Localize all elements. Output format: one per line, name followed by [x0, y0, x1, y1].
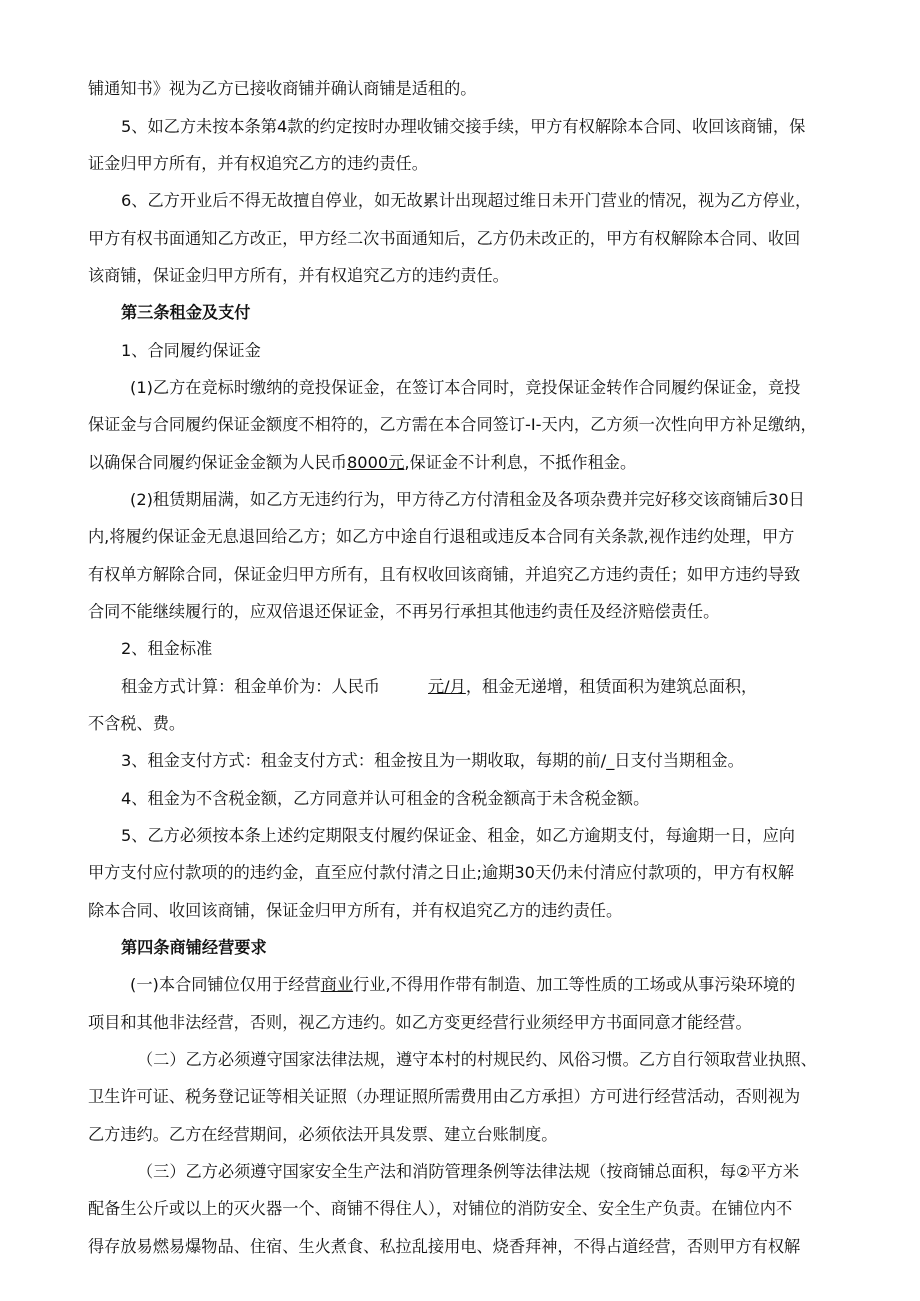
- section-heading: 第三条租金及支付: [121, 303, 251, 322]
- text-line: 内,将履约保证金无息退回给乙方；如乙方中途自行退租或违反本合同有关条款,视作违约处理，甲方: [88, 527, 795, 546]
- subsection-heading: 2、租金标准: [121, 639, 213, 658]
- text-segment: ，租金无递增，租赁面积为建筑总面积，: [465, 677, 758, 696]
- text-line: 有权单方解除合同，保证金归甲方所有，且有权收回该商铺，并追究乙方违约责任；如甲方违约导致: [88, 565, 801, 584]
- text-line: [88, 452, 636, 474]
- text-line: (2)租赁期届满，如乙方无违约行为，甲方待乙方付清租金及各项杂费并完好移交该商铺后30日: [130, 490, 805, 509]
- text-line: 得存放易燃易爆物品、住宿、生火煮食、私拉乱接用电、烧香拜神，不得占道经营，否则甲方有权解: [88, 1237, 801, 1256]
- text-line: 3、租金支付方式：租金支付方式：租金按且为一期收取，每期的前/_日支付当期租金。: [121, 751, 744, 770]
- text-line: 4、租金为不含税金额，乙方同意并认可租金的含税金额高于未含税金额。: [121, 789, 650, 808]
- text-line: 该商铺，保证金归甲方所有，并有权追究乙方的违约责任。: [88, 266, 509, 285]
- subsection-heading: 1、合同履约保证金: [121, 341, 261, 360]
- text-line: 项目和其他非法经营，否则，视乙方违约。如乙方变更经营行业须经甲方书面同意才能经营。: [88, 1013, 752, 1032]
- text-line: 配备生公斤或以上的灭火器一个、商铺不得住人），对铺位的消防安全、安全生产负责。在铺位内不: [88, 1199, 793, 1218]
- section-heading: 第四条商铺经营要求: [121, 938, 267, 957]
- text-line: 乙方违约。乙方在经营期间，必须依法开具发票、建立台账制度。: [88, 1125, 558, 1144]
- text-line: 合同不能继续履行的，应双倍退还保证金，不再另行承担其他违约责任及经济赔偿责任。: [88, 602, 720, 621]
- text-line: 保证金与合同履约保证金额度不相符的，乙方需在本合同签订-I-天内，乙方须一次性向甲方补足缴纳，: [88, 415, 817, 434]
- text-line: 卫生许可证、税务登记证等相关证照（办理证照所需费用由乙方承担）方可进行经营活动，否则视为: [88, 1087, 801, 1106]
- text-line: [130, 974, 795, 996]
- text-line: 6、乙方开业后不得无故擅自停业，如无故累计出现超过维日未开门营业的情况，视为乙方停业，: [121, 191, 812, 210]
- text-line: 5、如乙方未按本条第4款的约定按时办理收铺交接手续，甲方有权解除本合同、收回该商铺，保: [121, 117, 806, 136]
- business-type: 商业: [320, 975, 354, 994]
- text-line: 铺通知书》视为乙方已接收商铺并确认商铺是适租的。: [88, 79, 477, 98]
- text-line: (1)乙方在竞标时缴纳的竞投保证金，在签订本合同时，竞投保证金转作合同履约保证金，竞投: [130, 378, 801, 397]
- text-line: 不含税、费。: [88, 714, 186, 733]
- text-line: （二）乙方必须遵守国家法律法规，遵守本村的村规民约、风俗习惯。乙方自行领取营业执照、: [137, 1050, 817, 1069]
- text-segment: 以确保合同履约保证金金额为人民币: [88, 453, 347, 472]
- text-segment: ,保证金不计利息，不抵作租金。: [404, 453, 637, 472]
- text-segment: (一)本合同铺位仅用于经营: [130, 975, 321, 994]
- text-segment: 行业,不得用作带有制造、加工等性质的工场或从事污染环境的: [353, 975, 796, 994]
- rent-unit-blank: 元/月: [428, 677, 466, 696]
- text-line: 甲方有权书面通知乙方改正，甲方经二次书面通知后，乙方仍未改正的，甲方有权解除本合同、收回: [88, 229, 801, 248]
- text-line: [121, 676, 757, 698]
- text-segment: 租金方式计算：租金单价为：人民币: [121, 677, 380, 696]
- text-line: 5、乙方必须按本条上述约定期限支付履约保证金、租金，如乙方逾期支付，每逾期一日，应向: [121, 826, 795, 845]
- text-line: （三）乙方必须遵守国家安全生产法和消防管理条例等法律法规（按商铺总面积，每②平方米: [137, 1162, 800, 1181]
- deposit-amount: 8000元: [347, 453, 405, 472]
- text-line: 证金归甲方所有，并有权追究乙方的违约责任。: [88, 154, 428, 173]
- text-line: 除本合同、收回该商铺，保证金归甲方所有，并有权追究乙方的违约责任。: [88, 901, 623, 920]
- text-line: 甲方支付应付款项的的违约金，直至应付款付清之日止;逾期30天仍未付清应付款项的，甲方有权解: [88, 863, 794, 882]
